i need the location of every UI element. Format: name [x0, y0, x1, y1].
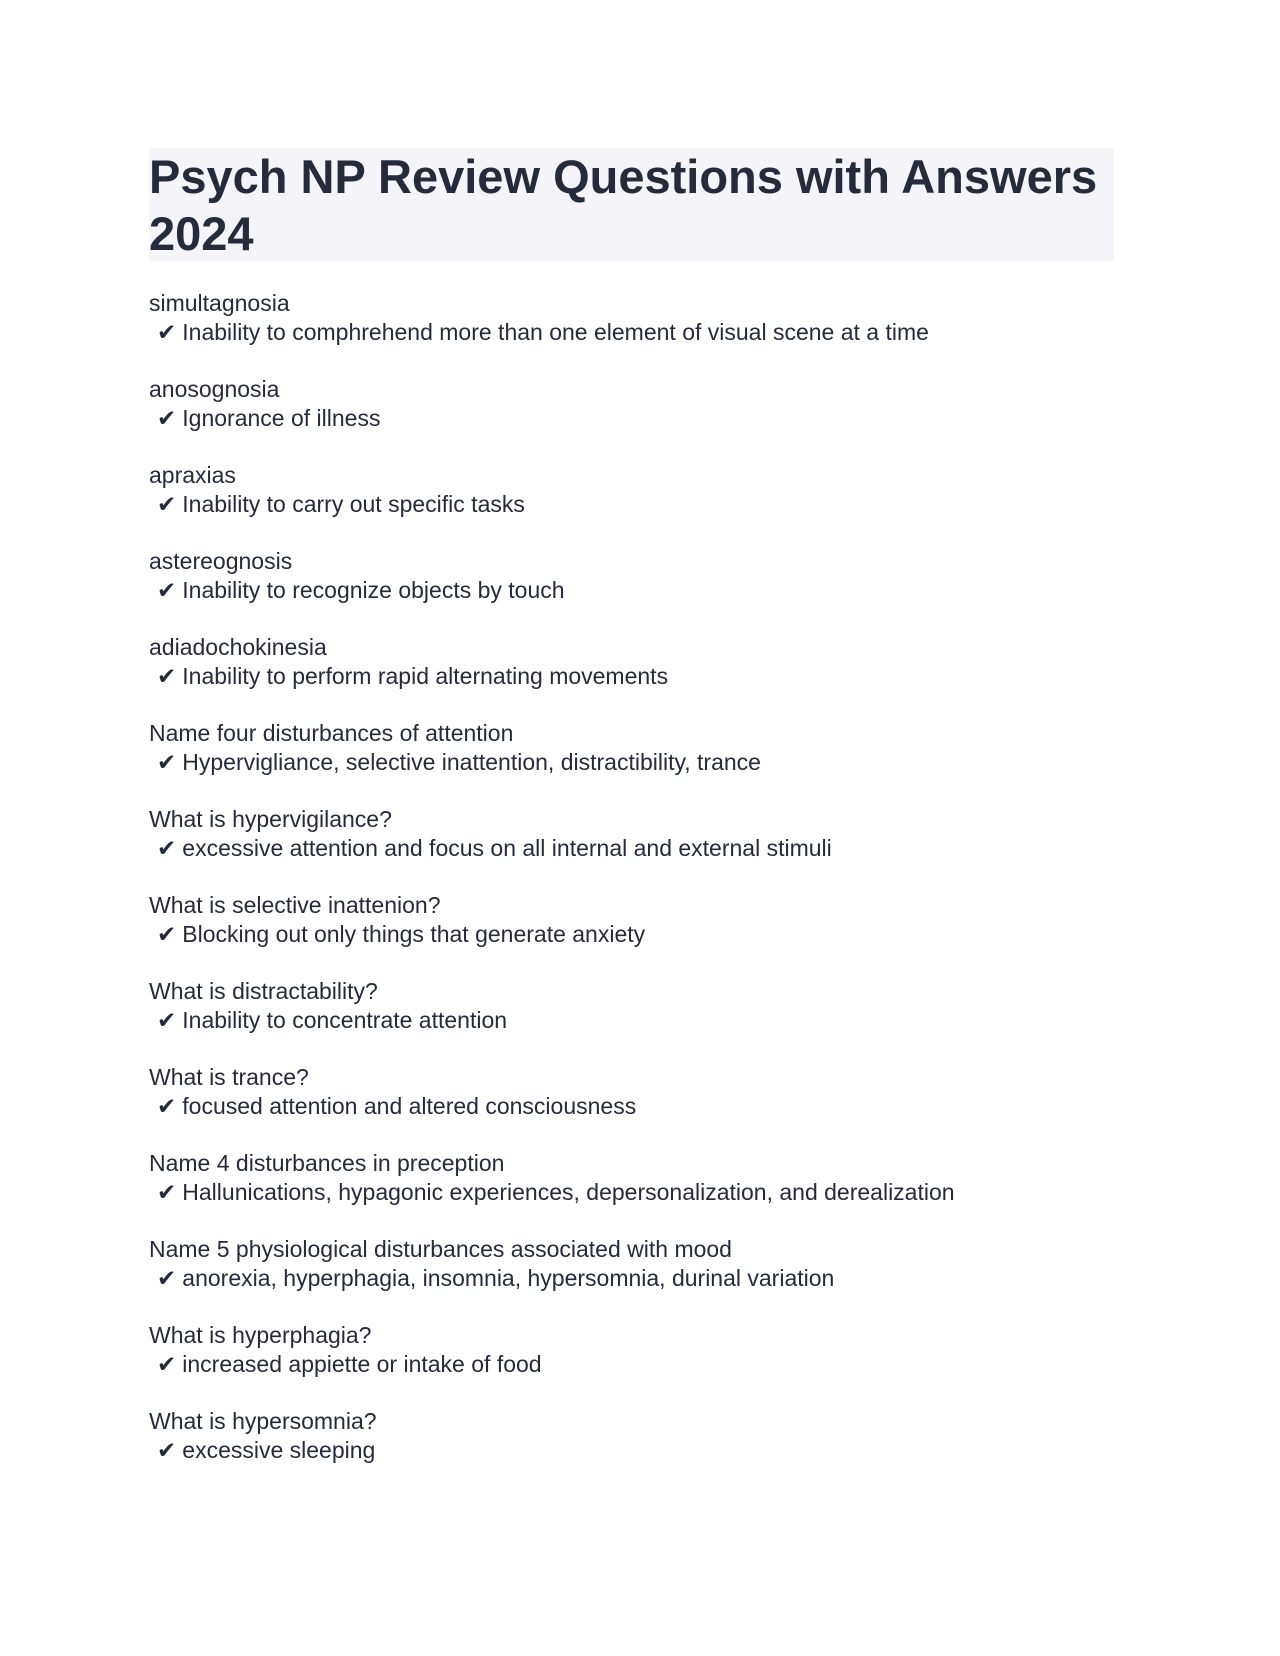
check-icon: ✔: [157, 663, 177, 689]
check-icon: ✔: [157, 1007, 177, 1033]
check-icon: ✔: [157, 1093, 177, 1119]
answer-line: [149, 1006, 1149, 1035]
answer-line: [149, 318, 1149, 347]
qa-item: [149, 289, 1149, 375]
answer-line: [149, 834, 1149, 863]
answer-line: [149, 1350, 1149, 1379]
check-icon: ✔: [157, 577, 177, 603]
qa-item: [149, 891, 1149, 977]
qa-item: [149, 633, 1149, 719]
check-icon: ✔: [157, 1179, 177, 1205]
answer-text: excessive attention and focus on all internal and external stimuli: [182, 835, 832, 861]
question-text: What is hypersomnia?: [149, 1408, 377, 1434]
qa-item: [149, 977, 1149, 1063]
qa-item: [149, 1063, 1149, 1149]
question-text: What is distractability?: [149, 978, 378, 1004]
answer-text: Inability to perform rapid alternating movements: [182, 663, 669, 689]
answer-line: [149, 1178, 1149, 1207]
qa-item: [149, 1321, 1149, 1407]
answer-text: Inability to carry out specific tasks: [182, 491, 525, 517]
title-banner: [149, 148, 1114, 261]
qa-item: [149, 461, 1149, 547]
page-title: Psych NP Review Questions with Answers 2024: [149, 150, 1098, 260]
answer-text: increased appiette or intake of food: [182, 1351, 542, 1377]
qa-list: [149, 289, 1149, 1493]
check-icon: ✔: [157, 921, 177, 947]
check-icon: ✔: [157, 749, 177, 775]
question-text: simultagnosia: [149, 290, 290, 316]
qa-item: [149, 1235, 1149, 1321]
question-text: What is trance?: [149, 1064, 309, 1090]
check-icon: ✔: [157, 835, 177, 861]
question-text: anosognosia: [149, 376, 280, 402]
answer-line: [149, 1264, 1149, 1293]
question-text: What is selective inattenion?: [149, 892, 441, 918]
question-text: apraxias: [149, 462, 236, 488]
qa-item: [149, 1149, 1149, 1235]
answer-text: anorexia, hyperphagia, insomnia, hypersomnia, durinal variation: [182, 1265, 835, 1291]
answer-line: [149, 490, 1149, 519]
answer-line: [149, 1092, 1149, 1121]
answer-text: excessive sleeping: [182, 1437, 376, 1463]
check-icon: ✔: [157, 1437, 177, 1463]
qa-item: [149, 547, 1149, 633]
answer-text: Inability to comphrehend more than one element of visual scene at a time: [182, 319, 929, 345]
qa-item: [149, 805, 1149, 891]
answer-text: Hypervigliance, selective inattention, distractibility, trance: [182, 749, 761, 775]
answer-text: Inability to concentrate attention: [182, 1007, 508, 1033]
answer-line: [149, 748, 1149, 777]
answer-text: Hallunications, hypagonic experiences, depersonalization, and derealization: [182, 1179, 955, 1205]
answer-line: [149, 404, 1149, 433]
answer-line: [149, 662, 1149, 691]
check-icon: ✔: [157, 1265, 177, 1291]
qa-item: [149, 719, 1149, 805]
answer-text: Ignorance of illness: [182, 405, 381, 431]
check-icon: ✔: [157, 405, 177, 431]
answer-line: [149, 920, 1149, 949]
question-text: astereognosis: [149, 548, 293, 574]
question-text: What is hyperphagia?: [149, 1322, 372, 1348]
qa-item: [149, 375, 1149, 461]
check-icon: ✔: [157, 491, 177, 517]
answer-text: Blocking out only things that generate anxiety: [182, 921, 646, 947]
question-text: adiadochokinesia: [149, 634, 327, 660]
qa-item: [149, 1407, 1149, 1493]
question-text: Name 4 disturbances in preception: [149, 1150, 505, 1176]
answer-text: Inability to recognize objects by touch: [182, 577, 565, 603]
check-icon: ✔: [157, 319, 177, 345]
answer-text: focused attention and altered consciousness: [182, 1093, 637, 1119]
answer-line: [149, 576, 1149, 605]
question-text: Name 5 physiological disturbances associated with mood: [149, 1236, 732, 1262]
question-text: What is hypervigilance?: [149, 806, 392, 832]
question-text: Name four disturbances of attention: [149, 720, 514, 746]
check-icon: ✔: [157, 1351, 177, 1377]
answer-line: [149, 1436, 1149, 1465]
